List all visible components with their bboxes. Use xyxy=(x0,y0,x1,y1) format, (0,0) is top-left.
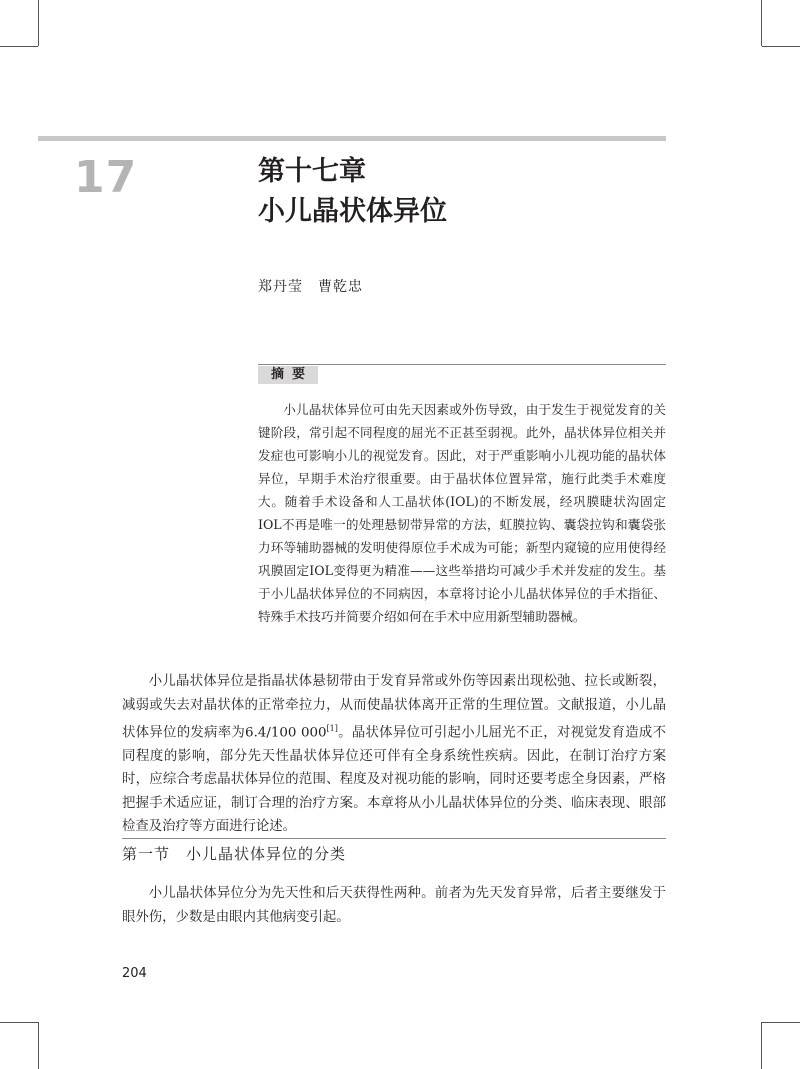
crop-mark xyxy=(761,1022,762,1069)
crop-mark xyxy=(38,1022,39,1069)
citation-ref: [1] xyxy=(326,724,338,733)
chapter-number: 17 xyxy=(74,152,138,203)
intro-paragraph xyxy=(122,670,666,839)
intro-text-b: 。晶状体异位可引起小儿屈光不正，对视觉发育造成不同程度的影响，部分先天性晶状体异位还可伴有全身系统性疾病。因此，在制订治疗方案时，应综合考虑晶状体异位的范围、程度及对视功能的影响，同时还要考虑全身因素，严格把握手术适应证，制订合理的治疗方案。本章将从小儿晶状体异位的分类、临床表现、眼部检查及治疗等方面进行论述。 xyxy=(122,725,666,835)
intro-text-a: 小儿晶状体异位是指晶状体悬韧带由于发育异常或外伤等因素出现松弛、拉长或断裂，减弱或失去对晶状体的正常牵拉力，从而使晶状体离开正常的生理位置。文献报道，小儿晶状体异位的发病率为6.4/100 000 xyxy=(122,674,666,741)
abstract-rule xyxy=(258,364,666,365)
section-rule xyxy=(122,838,666,839)
chapter-authors: 郑丹莹 曹乾忠 xyxy=(258,279,363,295)
crop-mark xyxy=(761,0,762,46)
crop-mark xyxy=(762,1022,800,1023)
crop-mark xyxy=(0,46,38,47)
page-number: 204 xyxy=(122,966,147,981)
abstract-text: 小儿晶状体异位可由先天因素或外伤导致，由于发生于视觉发育的关键阶段，常引起不同程度的屈光不正甚至弱视。此外，晶状体异位相关并发症也可影响小儿的视觉发育。因此，对于严重影响小儿视功能的晶状体异位，早期手术治疗很重要。由于晶状体位置异常，施行此类手术难度大。随着手术设备和人工晶状体(IOL)的不断发展，经巩膜睫状沟固定IOL不再是唯一的处理悬韧带异常的方法，虹膜拉钩、囊袋拉钩和囊袋张力环等辅助器械的发明使得原位手术成为可能；新型内窥镜的应用使得经巩膜固定IOL变得更为精准——这些举措均可减少手术并发症的发生。基于小儿晶状体异位的不同病因，本章将讨论小儿晶状体异位的手术指征、特殊手术技巧并简要介绍如何在手术中应用新型辅助器械。 xyxy=(258,402,666,624)
crop-mark xyxy=(0,1022,38,1023)
chapter-title-line1: 第十七章 xyxy=(258,156,366,187)
chapter-title-line2: 小儿晶状体异位 xyxy=(258,196,447,227)
section-title: 第一节 小儿晶状体异位的分类 xyxy=(122,845,347,863)
chapter-title xyxy=(258,152,447,232)
abstract-label: 摘要 xyxy=(258,366,318,384)
crop-mark xyxy=(762,46,800,47)
crop-mark xyxy=(38,0,39,46)
section-paragraph: 小儿晶状体异位分为先天性和后天获得性两种。前者为先天发育异常，后者主要继发于眼外伤，少数是由眼内其他病变引起。 xyxy=(122,886,666,925)
chapter-header-rule xyxy=(38,136,666,141)
